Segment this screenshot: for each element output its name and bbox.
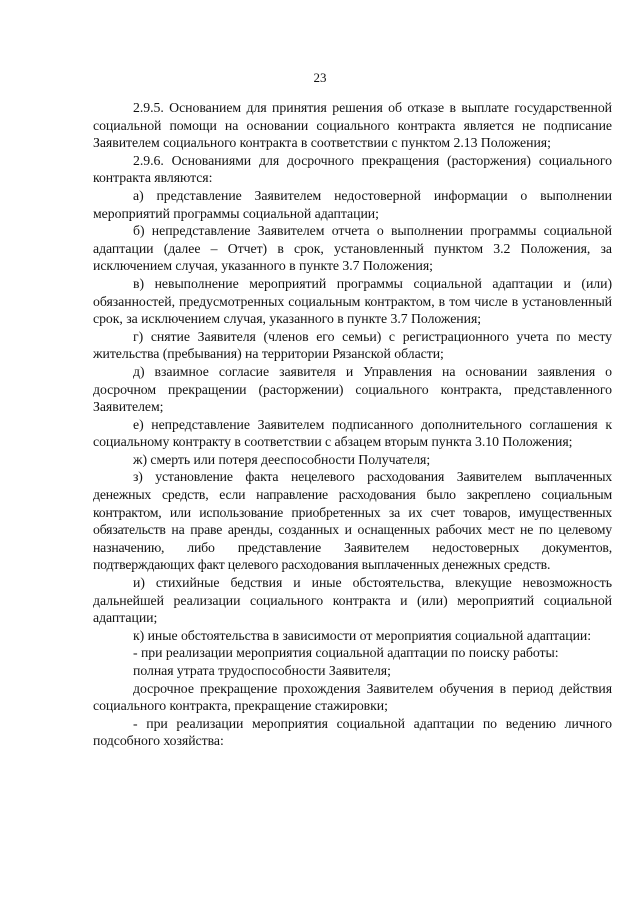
list-item-e: е) непредставление Заявителем подписанного дополнительного соглашения к социальному контракту в соответствии с абзацем вторым пункта 3.10 Положения;	[93, 416, 612, 450]
list-item-zh: ж) смерть или потеря дееспособности Получателя;	[133, 451, 431, 467]
page-number: 23	[313, 70, 327, 85]
subitem-disability: полная утрата трудоспособности Заявителя;	[133, 663, 391, 678]
paragraph-2-9-5: 2.9.5. Основанием для принятия решения об отказе в выплате государственной социальной помощи на основании социального контракта является не подписание Заявителем социального контракта в соответствии с пунктом 2.13 Положения;	[93, 100, 612, 151]
list-item-d: д) взаимное согласие заявителя и Управления на основании заявления о досрочном прекращении (расторжении) социального контракта, представленного Заявителем;	[93, 363, 612, 415]
list-item-k: к) иные обстоятельства в зависимости от мероприятия социальной адаптации:	[133, 627, 592, 643]
document-body	[93, 99, 612, 750]
paragraph-2-9-6: 2.9.6. Основаниями для досрочного прекращения (расторжения) социального контракта являются:	[93, 152, 612, 186]
list-item-g: г) снятие Заявителя (членов его семьи) с регистрационного учета по месту жительства (пребывания) на территории Рязанской области;	[93, 328, 612, 362]
subitem-household-farming: - при реализации мероприятия социальной адаптации по ведению личного подсобного хозяйства:	[93, 715, 612, 749]
subitem-job-search: - при реализации мероприятия социальной адаптации по поиску работы:	[133, 645, 559, 661]
list-item-b: б) непредставление Заявителем отчета о выполнении программы социальной адаптации (далее – Отчет) в срок, установленный пунктом 3.2 Положения, за исключением случая, указанного в пункте 3.7 Положения;	[93, 223, 612, 274]
list-item-z: з) установление факта нецелевого расходования Заявителем выплаченных денежных средств, если направление расходования было закреплено социальным контрактом, или использование приобретенных за их счет товаров, имущественных обязательств на праве аренды, созданных и оснащенных рабочих мест не по целевому назначению, либо представление Заявителем недостоверных документов, подтверждающих факт целевого расходования выплаченных денежных средств.	[93, 469, 612, 573]
list-item-v: в) невыполнение мероприятий программы социальной адаптации и (или) обязанностей, предусмотренных социальным контрактом, в том числе в установленный срок, за исключением случая, указанного в пункте 3.7 Положения;	[93, 275, 612, 327]
subitem-training-termination: досрочное прекращение прохождения Заявителем обучения в период действия социального контракта, прекращение стажировки;	[93, 680, 612, 714]
list-item-i: и) стихийные бедствия и иные обстоятельства, влекущие невозможность дальнейшей реализации социального контракта и (или) мероприятий социальной адаптации;	[93, 575, 612, 626]
list-item-a: а) представление Заявителем недостоверной информации о выполнении мероприятий программы социальной адаптации;	[93, 187, 612, 221]
